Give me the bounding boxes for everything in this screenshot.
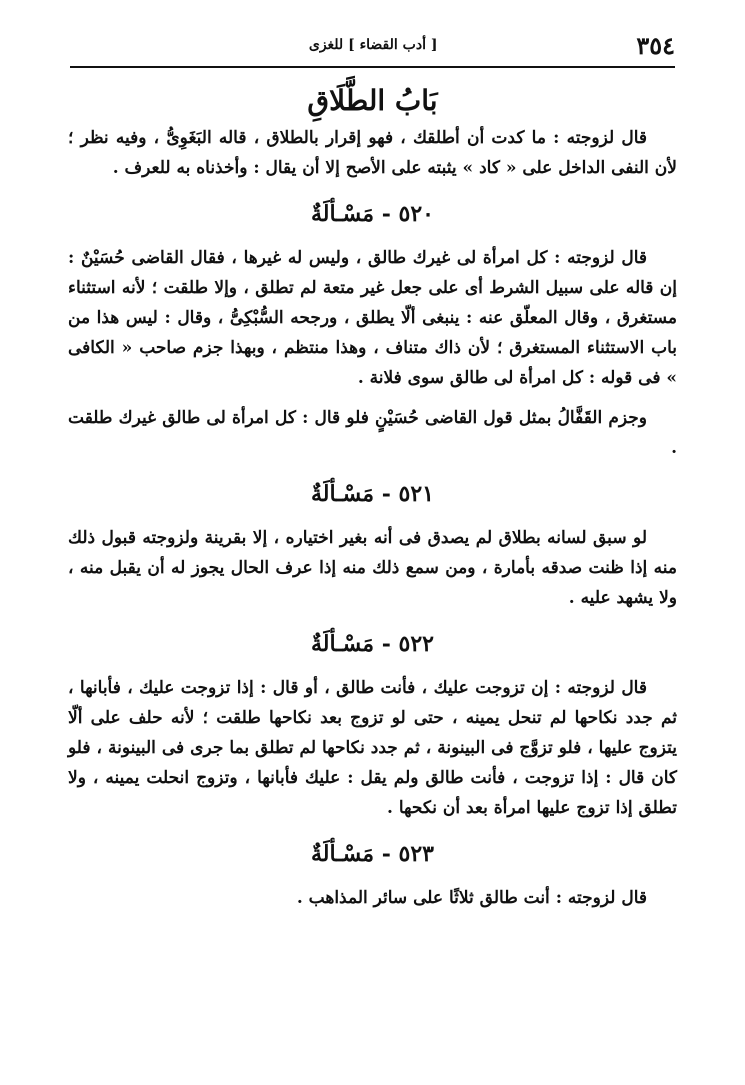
section-title-521: ٥٢١ - مَسْـألَةٌ xyxy=(311,481,434,507)
section-522-paragraph-1: قال لزوجته : إن تزوجت عليك ، فأنت طالق ، أو قال : إذا تزوجت عليك ، فأبانها ، ثم جدد نكاحها لم تنحل يمينه ، حتى لو تزوج بعد نكاحها طلقت ؛ لأنه حلف على ألّا يتزوج عليها ، فلو تزوَّج فى البينونة ، ثم جدد نكاحها لم تطلق بما جرى فى البينونة ، فلو كان قال : إذا تزوجت ، فأنت طالق ولم يقل : عليك فأبانها ، وتزوج انحلت يمينه ، ولا تطلق إذا تزوج عليها امرأة بعد أن نكحها . xyxy=(68,678,677,818)
header-rule xyxy=(70,66,675,68)
chapter-title: بَابُ الطَّلَاقِ xyxy=(307,84,438,117)
section-title-522: ٥٢٢ - مَسْـألَةٌ xyxy=(311,631,434,657)
intro-paragraph: قال لزوجته : ما كدت أن أطلقك ، فهو إقرار بالطلاق ، قاله البَغَوِىُّ ، وفيه نظر ؛ لأن النفى الداخل على « كاد » يثبته على الأصح إلا أن يقال : وأخذناه به للعرف . xyxy=(68,128,677,178)
section-title-523: ٥٢٣ - مَسْـألَةٌ xyxy=(311,841,434,867)
section-title-520: ٥٢٠ - مَسْـألَةٌ xyxy=(311,201,434,227)
section-523-paragraph-1: قال لزوجته : أنت طالق ثلاثًا على سائر المذاهب . xyxy=(296,888,647,908)
running-title: [ أدب القضاء ] للغزى xyxy=(308,37,438,53)
section-521-paragraph-1: لو سبق لسانه بطلاق لم يصدق فى أنه بغير اختياره ، إلا بقرينة ولزوجته قبول ذلك منه إذا ظنت صدقه بأمارة ، ومن سمع ذلك منه إذا عرف الحال يجوز له أن يقبل منه ، ولا يشهد عليه . xyxy=(68,528,677,608)
page-number: ٣٥٤ xyxy=(636,30,675,60)
page-header xyxy=(70,28,675,62)
page-content xyxy=(68,80,677,913)
section-520-paragraph-2: وجزم القَفَّالُ بمثل قول القاضى حُسَيْنٍ فلو قال : كل امرأة لى طالق غيرك طلقت . xyxy=(68,408,677,458)
section-520-paragraph-1: قال لزوجته : كل امرأة لى غيرك طالق ، وليس له غيرها ، فقال القاضى حُسَيْنٌ : إن قاله على سبيل الشرط أى على جعل غير متعة لم تطلق ، وإلا طلقت ؛ لأنه استثناء مستغرق ، وقال المعلّق عنه : ينبغى ألّا يطلق ، ورجحه السُّبْكِىُّ ، وقال : ليس هذا من باب الاستثناء المستغرق ؛ لأن ذاك متناف ، وهذا منتظم ، وبهذا جزم صاحب « الكافى » فى قوله : كل امرأة لى طالق سوى فلانة . xyxy=(68,248,677,388)
paragraph-gap xyxy=(68,393,677,403)
